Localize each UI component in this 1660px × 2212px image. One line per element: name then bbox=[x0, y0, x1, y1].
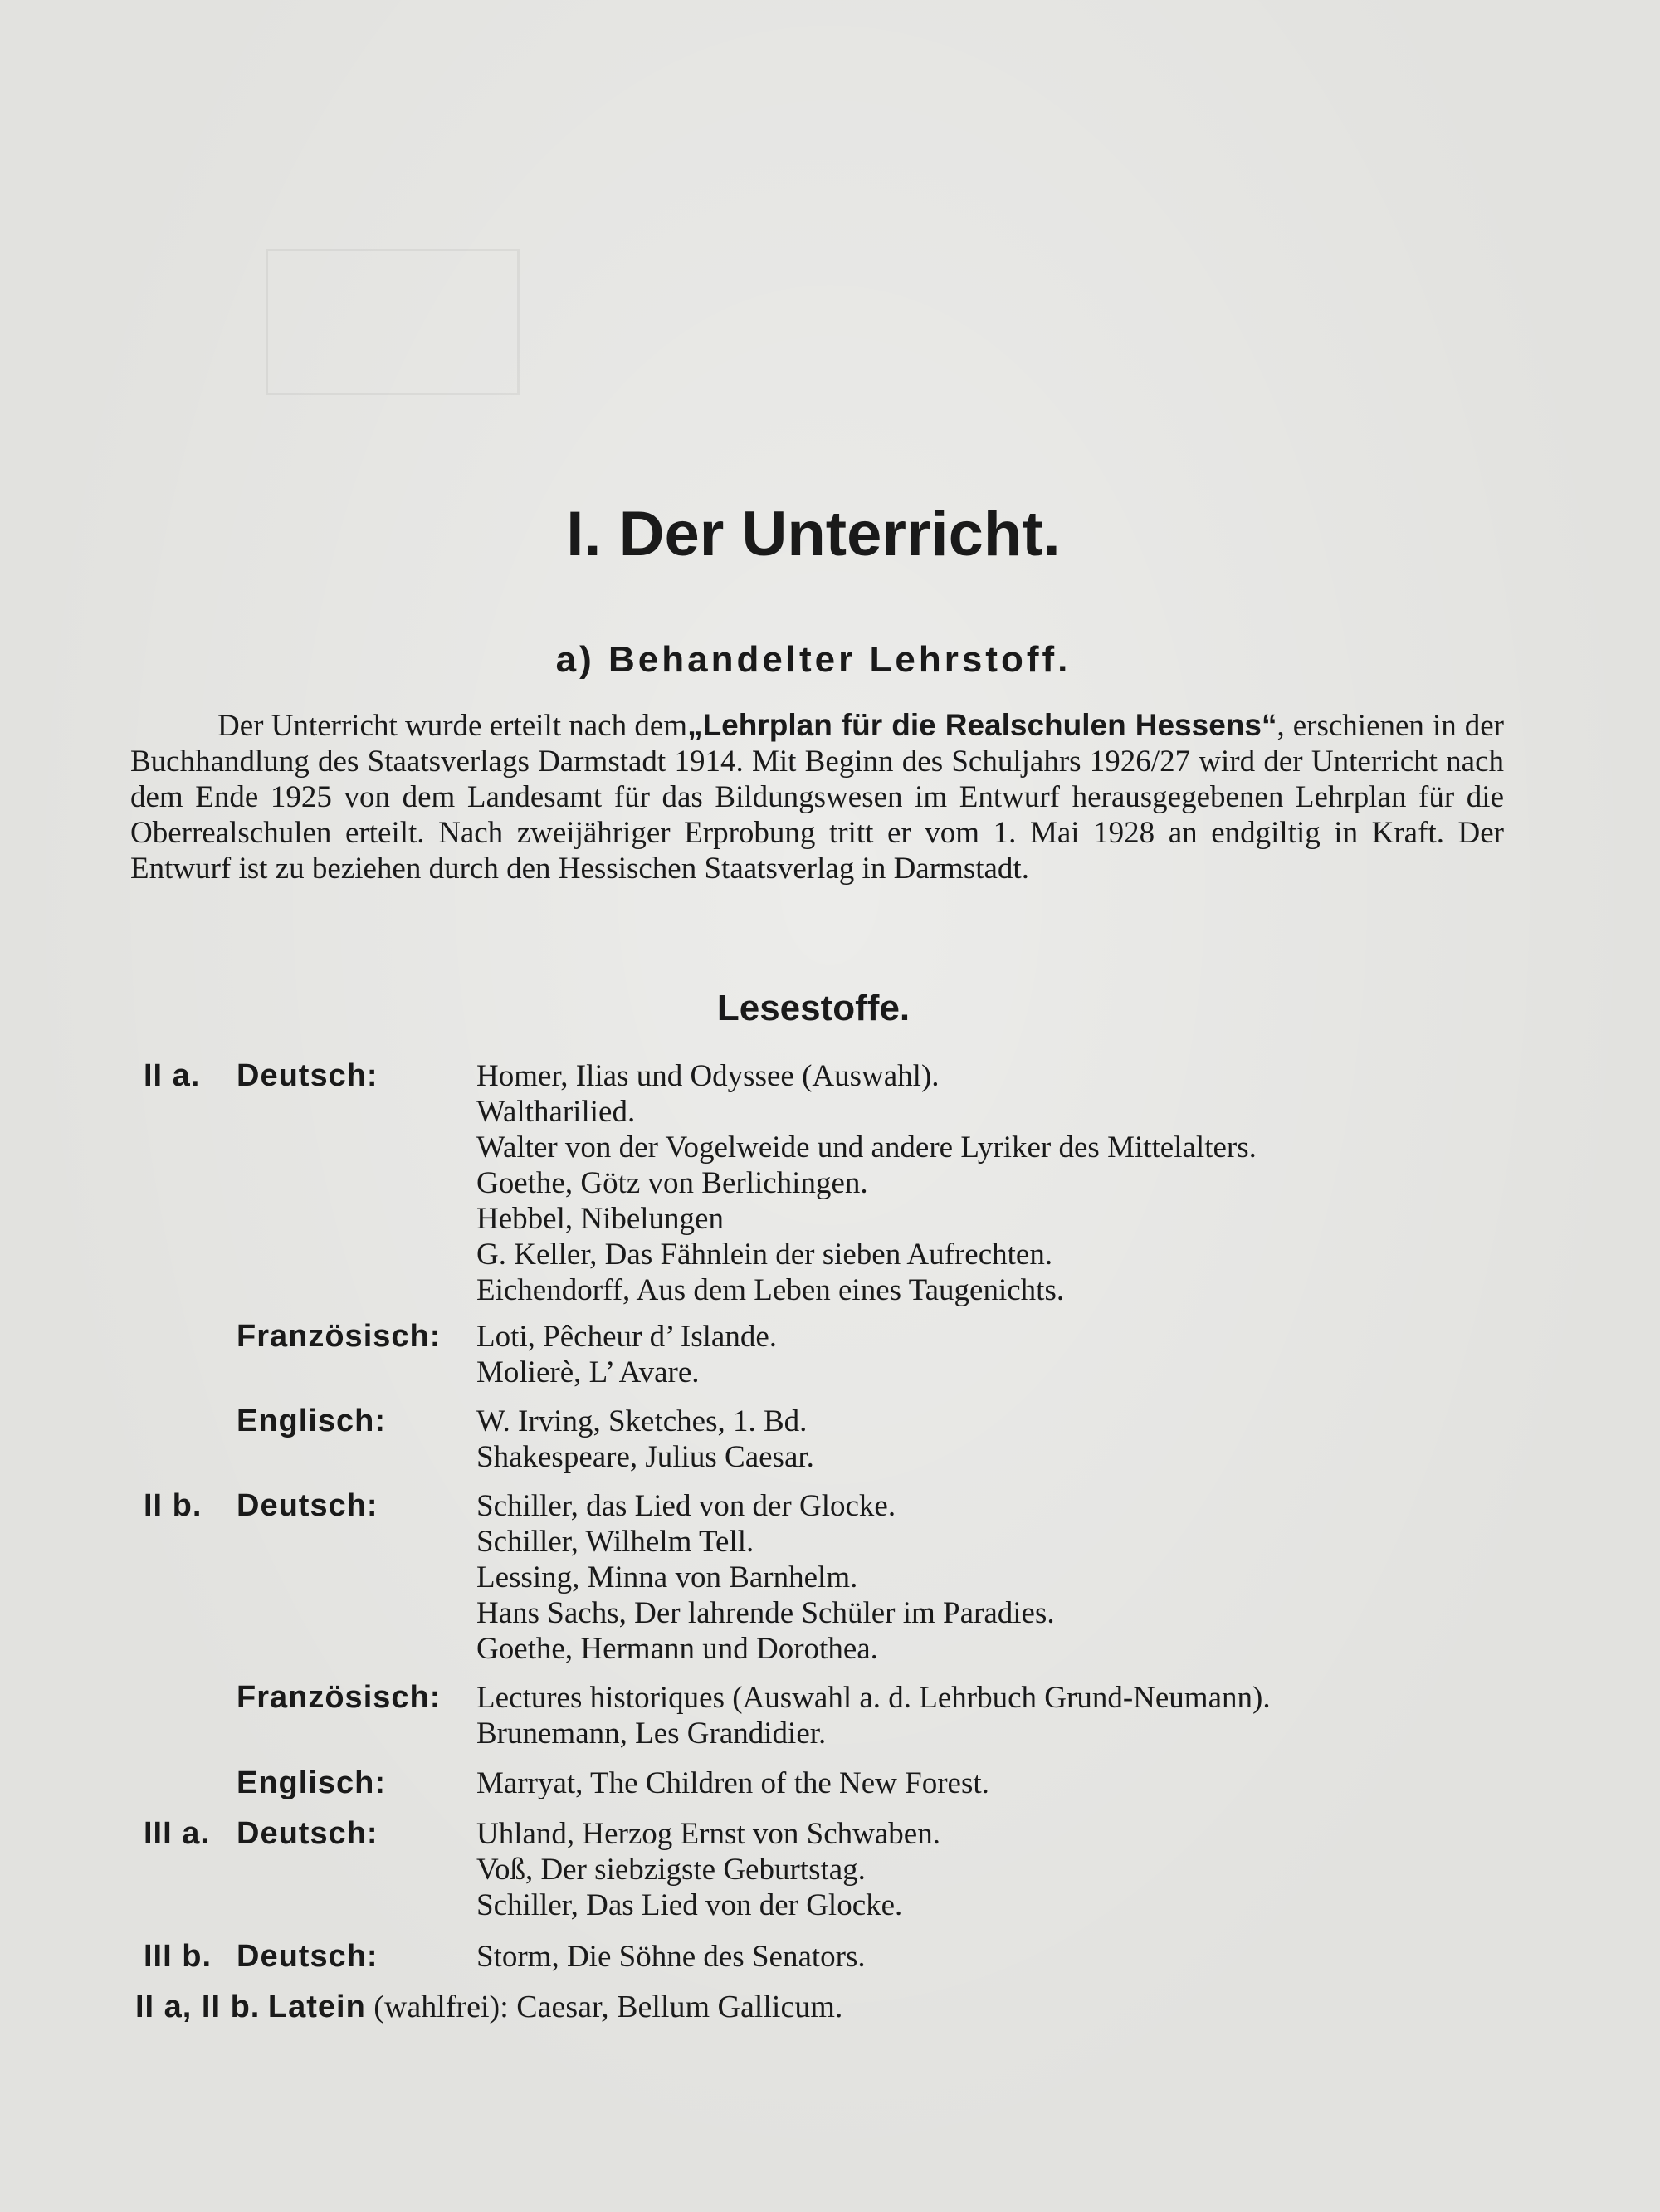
list-item: Voß, Der siebzigste Geburtstag. bbox=[476, 1853, 866, 1887]
grade-label: II b. bbox=[144, 1488, 203, 1523]
list-item: Schiller, Wilhelm Tell. bbox=[476, 1525, 754, 1559]
list-item: Hans Sachs, Der lahrende Schüler im Paradies. bbox=[476, 1596, 1055, 1630]
list-item: Schiller, das Lied von der Glocke. bbox=[476, 1489, 896, 1523]
list-item: Shakespeare, Julius Caesar. bbox=[476, 1440, 814, 1474]
section-title: a) Behandelter Lehrstoff. bbox=[555, 639, 1072, 680]
list-item: Schiller, Das Lied von der Glocke. bbox=[476, 1888, 903, 1922]
list-item: G. Keller, Das Fähnlein der sieben Aufrechten. bbox=[476, 1238, 1053, 1272]
subject-label: Französisch: bbox=[237, 1319, 442, 1354]
grade-label: II a. bbox=[144, 1058, 201, 1093]
work-list bbox=[476, 1404, 814, 1475]
list-item: Molierè, L’ Avare. bbox=[476, 1355, 700, 1389]
list-item: Marryat, The Children of the New Forest. bbox=[476, 1766, 989, 1800]
list-item: Caesar, Bellum Gallicum. bbox=[516, 1990, 843, 2024]
reading-list-title: Lesestoffe. bbox=[716, 988, 911, 1028]
subject-label: Französisch: bbox=[237, 1680, 442, 1715]
work-list bbox=[476, 1058, 1257, 1308]
work-list bbox=[476, 1939, 866, 1975]
list-item: Lectures historiques (Auswahl a. d. Lehrbuch Grund-Neumann). bbox=[476, 1681, 1271, 1715]
list-item: Lessing, Minna von Barnhelm. bbox=[476, 1560, 858, 1594]
list-item: Walter von der Vogelweide und andere Lyriker des Mittelalters. bbox=[476, 1130, 1257, 1165]
grade-label: III a. bbox=[144, 1816, 210, 1851]
intro-text-start: Der Unterricht wurde erteilt nach dem bbox=[217, 709, 688, 743]
subject-label: Englisch: bbox=[237, 1765, 387, 1800]
subject-label: Deutsch: bbox=[237, 1058, 378, 1093]
list-item: W. Irving, Sketches, 1. Bd. bbox=[476, 1404, 808, 1438]
list-item: Brunemann, Les Grandidier. bbox=[476, 1716, 827, 1751]
subject-label: Deutsch: bbox=[237, 1939, 378, 1974]
work-list bbox=[476, 1816, 940, 1923]
work-list bbox=[476, 1765, 989, 1801]
work-list bbox=[476, 1488, 1055, 1667]
subject-label: Deutsch: bbox=[237, 1816, 378, 1851]
grade-label: III b. bbox=[144, 1939, 212, 1974]
subject-label: Englisch: bbox=[237, 1404, 387, 1438]
list-item: Loti, Pêcheur d’ Islande. bbox=[476, 1320, 777, 1354]
list-item: Storm, Die Söhne des Senators. bbox=[476, 1940, 866, 1974]
curriculum-title: „Lehrplan für die Realschulen Hessens“ bbox=[687, 708, 1277, 742]
show-through-frame bbox=[266, 249, 520, 395]
list-item: Waltharilied. bbox=[476, 1095, 636, 1129]
list-item: Eichendorff, Aus dem Leben eines Taugenichts. bbox=[476, 1273, 1065, 1307]
work-list bbox=[476, 1319, 777, 1390]
list-item: Uhland, Herzog Ernst von Schwaben. bbox=[476, 1817, 940, 1851]
latin-entry bbox=[135, 1990, 842, 2025]
intro-text-rest: , erschienen in der Buchhandlung des Staatsverlags Darmstadt 1914. Mit Beginn des Schuljahrs 1926/27 wird der Unterricht nach dem Ende 1925 von dem Landesamt für das Bildungswesen im Entwurf herausgegebenen Lehrplan für die Oberrealschulen erteilt. Nach zweijähriger Erprobung tritt er vom 1. Mai 1928 an endgiltig in Kraft. Der Entwurf ist zu beziehen durch den Hessischen Staatsverlag in Darmstadt. bbox=[130, 709, 1504, 886]
list-item: Goethe, Götz von Berlichingen. bbox=[476, 1166, 868, 1200]
intro-paragraph bbox=[130, 707, 1504, 886]
grade-label: II a, II b. bbox=[135, 1990, 261, 2024]
list-item: Hebbel, Nibelungen bbox=[476, 1202, 724, 1236]
elective-note: (wahlfrei): bbox=[374, 1990, 509, 2024]
list-item: Homer, Ilias und Odyssee (Auswahl). bbox=[476, 1059, 940, 1093]
subject-label: Latein bbox=[267, 1990, 366, 2024]
page-title: I. Der Unterricht. bbox=[566, 499, 1061, 569]
subject-label: Deutsch: bbox=[237, 1488, 378, 1523]
list-item: Goethe, Hermann und Dorothea. bbox=[476, 1632, 878, 1666]
work-list bbox=[476, 1680, 1271, 1751]
